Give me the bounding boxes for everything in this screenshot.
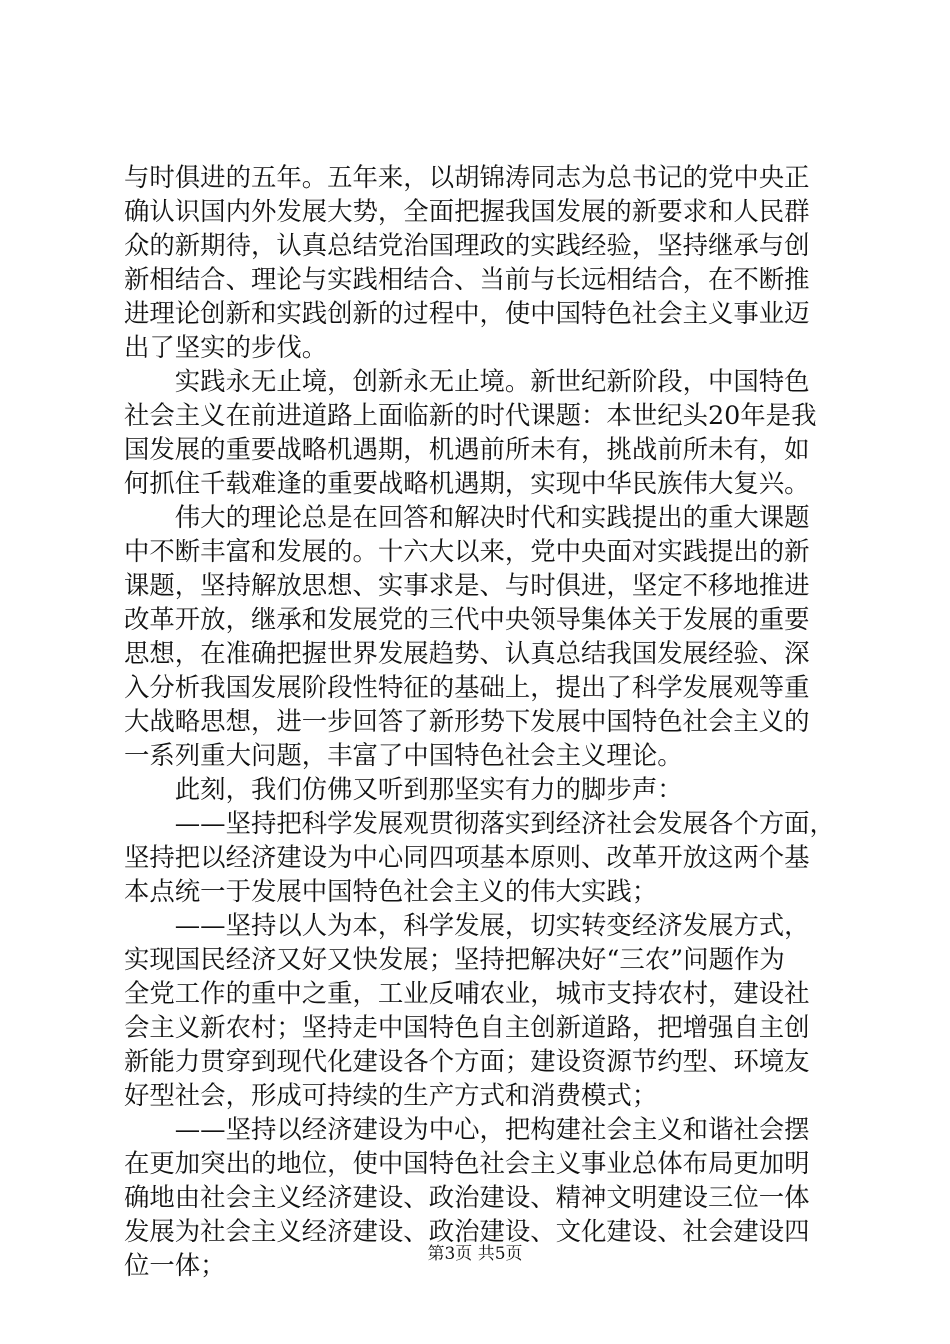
text-line: 国发展的重要战略机遇期，机遇前所未有，挑战前所未有，如 (124, 434, 810, 464)
text-line: 确地由社会主义经济建设、政治建设、精神文明建设三位一体 (124, 1182, 810, 1212)
text-line: 好型社会，形成可持续的生产方式和消费模式； (124, 1080, 658, 1110)
text-line: 实现国民经济又好又快发展；坚持把解决好“三农”问题作为 (124, 944, 785, 974)
text-line: 一系列重大问题，丰富了中国特色社会主义理论。 (124, 740, 683, 770)
text-line: 此刻，我们仿佛又听到那坚实有力的脚步声： (124, 774, 683, 804)
text-line: 会主义新农村；坚持走中国特色自主创新道路，把增强自主创 (124, 1012, 810, 1042)
body-text (124, 160, 836, 1282)
text-line: 课题，坚持解放思想、实事求是、与时俱进，坚定不移地推进 (124, 570, 810, 600)
text-line: 新相结合、理论与实践相结合、当前与长远相结合，在不断推 (124, 264, 810, 294)
text-line: 何抓住千载难逢的重要战略机遇期，实现中华民族伟大复兴。 (124, 468, 810, 498)
text-line: 中不断丰富和发展的。十六大以来，党中央面对实践提出的新 (124, 536, 810, 566)
text-line: 改革开放，继承和发展党的三代中央领导集体关于发展的重要 (124, 604, 810, 634)
text-line: 入分析我国发展阶段性特征的基础上，提出了科学发展观等重 (124, 672, 810, 702)
text-line: 坚持把以经济建设为中心同四项基本原则、改革开放这两个基 (124, 842, 810, 872)
text-line: 社会主义在前进道路上面临新的时代课题：本世纪头20年是我 (124, 400, 817, 430)
text-line: 本点统一于发展中国特色社会主义的伟大实践； (124, 876, 658, 906)
text-line: 思想，在准确把握世界发展趋势、认真总结我国发展经验、深 (124, 638, 810, 668)
text-line: 众的新期待，认真总结党治国理政的实践经验，坚持继承与创 (124, 230, 810, 260)
text-line: ——坚持以人为本，科学发展，切实转变经济发展方式， (124, 910, 810, 940)
text-line: 大战略思想，进一步回答了新形势下发展中国特色社会主义的 (124, 706, 810, 736)
text-line: 出了坚实的步伐。 (124, 332, 328, 362)
text-line: 进理论创新和实践创新的过程中，使中国特色社会主义事业迈 (124, 298, 810, 328)
page-number-footer: 第3页 共5页 (427, 1244, 523, 1264)
text-line: ——坚持以经济建设为中心，把构建社会主义和谐社会摆 (124, 1114, 810, 1144)
text-line: 新能力贯穿到现代化建设各个方面；建设资源节约型、环境友 (124, 1046, 810, 1076)
text-line: 与时俱进的五年。五年来，以胡锦涛同志为总书记的党中央正 (124, 162, 810, 192)
text-line: 发展为社会主义经济建设、政治建设、文化建设、社会建设四 (124, 1216, 810, 1246)
text-line: ——坚持把科学发展观贯彻落实到经济社会发展各个方面， (124, 808, 835, 838)
text-line: 伟大的理论总是在回答和解决时代和实践提出的重大课题 (124, 502, 810, 532)
text-line: 全党工作的重中之重，工业反哺农业，城市支持农村，建设社 (124, 978, 810, 1008)
text-line: 确认识国内外发展大势，全面把握我国发展的新要求和人民群 (124, 196, 810, 226)
text-line: 在更加突出的地位，使中国特色社会主义事业总体布局更加明 (124, 1148, 810, 1178)
text-line: 位一体； (124, 1250, 226, 1280)
text-line: 实践永无止境，创新永无止境。新世纪新阶段，中国特色 (124, 366, 810, 396)
